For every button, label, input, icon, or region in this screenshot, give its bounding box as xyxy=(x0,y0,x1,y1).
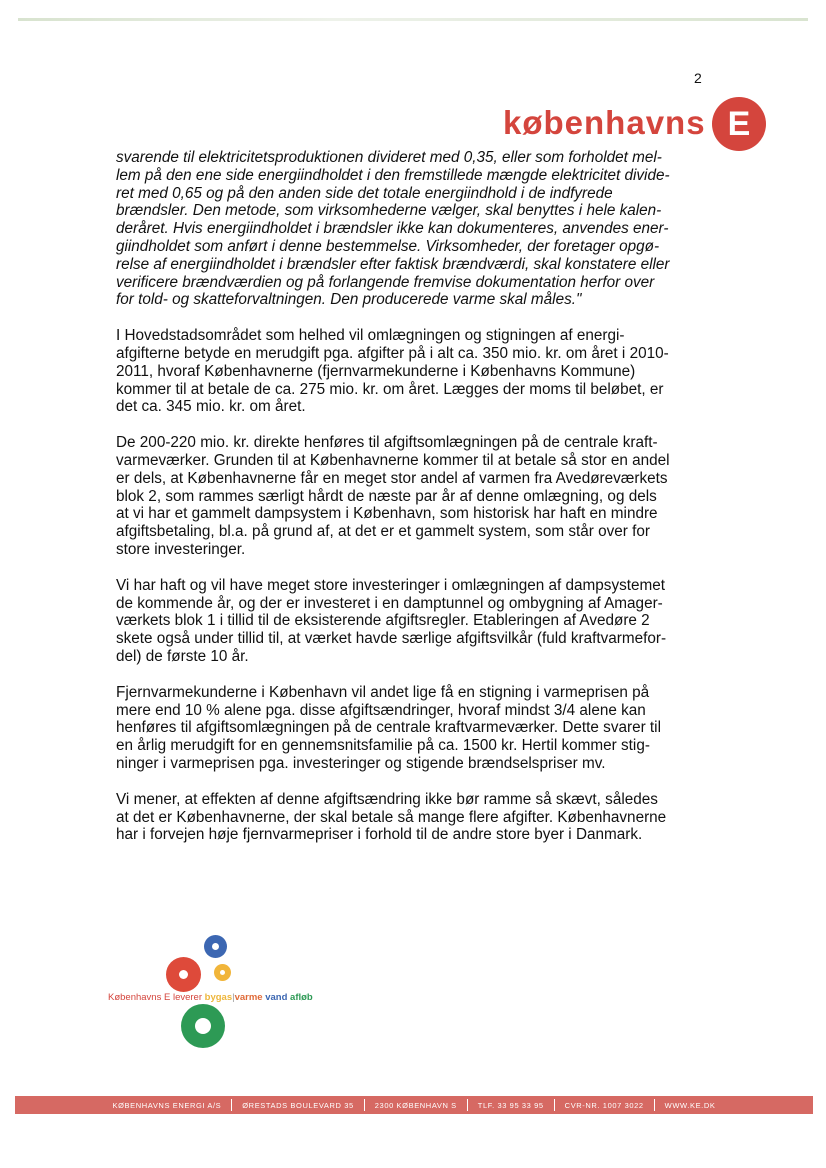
tagline-afloeb: afløb xyxy=(290,992,313,1003)
text-line: mere end 10 % alene pga. disse afgiftsændringer, hvoraf mindst 3/4 alene kan xyxy=(116,701,646,719)
text-line: store investeringer. xyxy=(116,540,246,558)
footer-contact-bar xyxy=(15,1096,813,1114)
paragraph-price-increase xyxy=(116,684,708,773)
text-line: 2011, hvoraf Københavnerne (fjernvarmekunderne i Københavns Kommune) xyxy=(116,362,636,380)
footer-website: WWW.KE.DK xyxy=(664,1100,716,1110)
scan-artifact-line xyxy=(18,18,808,21)
paragraph-capital-region xyxy=(116,327,708,416)
text-line: henføres til afgiftsomlægningen på de centrale kraftvarmeværker. Dette svarer til xyxy=(116,719,661,737)
page-number: 2 xyxy=(694,70,702,86)
text-line: afgifterne betyde en merudgift pga. afgifter på i alt ca. 350 mio. kr. om året i 2010- xyxy=(116,344,669,362)
text-line: Vi har haft og vil have meget store investeringer i omlægningen af dampsystemet xyxy=(116,576,665,594)
text-line: kommer til at betale de ca. 275 mio. kr. om året. Lægges der moms til beløbet, er xyxy=(116,380,664,398)
text-line: varmeværker. Grunden til at Københavnerne kommer til at betale så stor en andel xyxy=(116,451,670,469)
quote-line: ret med 0,65 og på den anden side det totale energiindhold i de indfyrede xyxy=(116,184,613,202)
quote-line: relse af energiindholdet i brændsler efter faktisk brændværdi, skal konstatere eller xyxy=(116,255,670,273)
tagline-bygas: bygas xyxy=(204,992,233,1003)
footer-address: ØRESTADS BOULEVARD 35 xyxy=(242,1100,354,1110)
tagline-varme: varme xyxy=(234,992,263,1003)
red-dot-icon xyxy=(166,957,201,992)
tagline-prefix: Københavns E leverer xyxy=(108,992,205,1003)
footer-postcode: 2300 KØBENHAVN S xyxy=(374,1100,457,1110)
brand-logo-e-icon: E xyxy=(712,97,766,151)
quote-line: svarende til elektricitetsproduktionen divideret med 0,35, eller som forholdet mel- xyxy=(116,149,662,166)
quote-line: for told- og skatteforvaltningen. Den producerede varme skal måles." xyxy=(116,291,582,309)
quote-line: brændsler. Den metode, som virksomhederne vælger, skal benyttes i hele kalen- xyxy=(116,202,662,220)
text-line: ninger i varmeprisen pga. investeringer og stigende brændselspriser mv. xyxy=(116,754,606,772)
text-line: I Hovedstadsområdet som helhed vil omlægningen og stigningen af energi- xyxy=(116,327,625,345)
letter-body xyxy=(116,149,708,862)
text-line: Fjernvarmekunderne i København vil andet lige få en stigning i varmeprisen på xyxy=(116,683,650,701)
tagline-separator: | xyxy=(232,992,235,1003)
text-line: at vi har et gammelt dampsystem i København, som historisk har haft en mindre xyxy=(116,505,658,523)
text-line: har i forvejen høje fjernvarmepriser i forhold til de andre store byer i Danmark. xyxy=(116,826,643,844)
quote-line: deråret. Hvis energiindholdet i brændsler ikke kan dokumenteres, anvendes ener- xyxy=(116,220,669,238)
quoted-regulation xyxy=(116,149,708,309)
text-line: er dels, at Københavnerne får en meget stor andel af varmen fra Avedøreværkets xyxy=(116,469,668,487)
text-line: del) de første 10 år. xyxy=(116,647,249,665)
tagline-vand: vand xyxy=(265,992,288,1003)
paragraph-power-plants xyxy=(116,434,708,559)
footer-cvr: CVR-NR. 1007 3022 xyxy=(564,1100,644,1110)
text-line: blok 2, som rammes særligt hårdt de næste par år af denne omlægning, og dels xyxy=(116,487,657,505)
text-line: en årlig merudgift for en gennemsnitsfamilie på ca. 1500 kr. Hertil kommer stig- xyxy=(116,737,650,755)
yellow-dot-icon xyxy=(214,964,231,981)
text-line: afgiftsbetaling, bl.a. på grund af, at det er et gammelt system, som står over for xyxy=(116,523,650,541)
text-line: værkets blok 1 i tillid til de eksisterende afgiftsregler. Etableringen af Avedøre 2 xyxy=(116,612,650,630)
paragraph-investments xyxy=(116,577,708,666)
green-dot-icon xyxy=(181,1004,225,1048)
quote-line: giindholdet som anført i denne bestemmelse. Virksomheder, der foretager opgø- xyxy=(116,237,660,255)
text-line: Vi mener, at effekten af denne afgiftsændring ikke bør ramme så skævt, således xyxy=(116,790,658,808)
footer-company: KØBENHAVNS ENERGI A/S xyxy=(112,1100,222,1110)
text-line: De 200-220 mio. kr. direkte henføres til afgiftsomlægningen på de centrale kraft- xyxy=(116,434,658,452)
quote-line: lem på den ene side energiindholdet i den fremstillede mængde elektricitet divide- xyxy=(116,166,670,184)
paragraph-conclusion xyxy=(116,791,708,844)
text-line: at det er Københavnerne, der skal betale så mange flere afgifter. Københavnerne xyxy=(116,808,667,826)
text-line: skete også under tillid til, at værket havde særlige afgiftsvilkår (fuld kraftvarmefor- xyxy=(116,630,667,648)
text-line: de kommende år, og der er investeret i en damptunnel og ombygning af Amager- xyxy=(116,594,663,612)
brand-logo-text: københavns xyxy=(503,104,706,141)
footer-phone: TLF. 33 95 33 95 xyxy=(477,1100,544,1110)
text-line: det ca. 345 mio. kr. om året. xyxy=(116,398,306,416)
quote-line: verificere brændværdien og på forlangende fremvise dokumentation herfor over xyxy=(116,273,655,291)
blue-dot-icon xyxy=(204,935,227,958)
services-tagline xyxy=(108,992,313,1003)
